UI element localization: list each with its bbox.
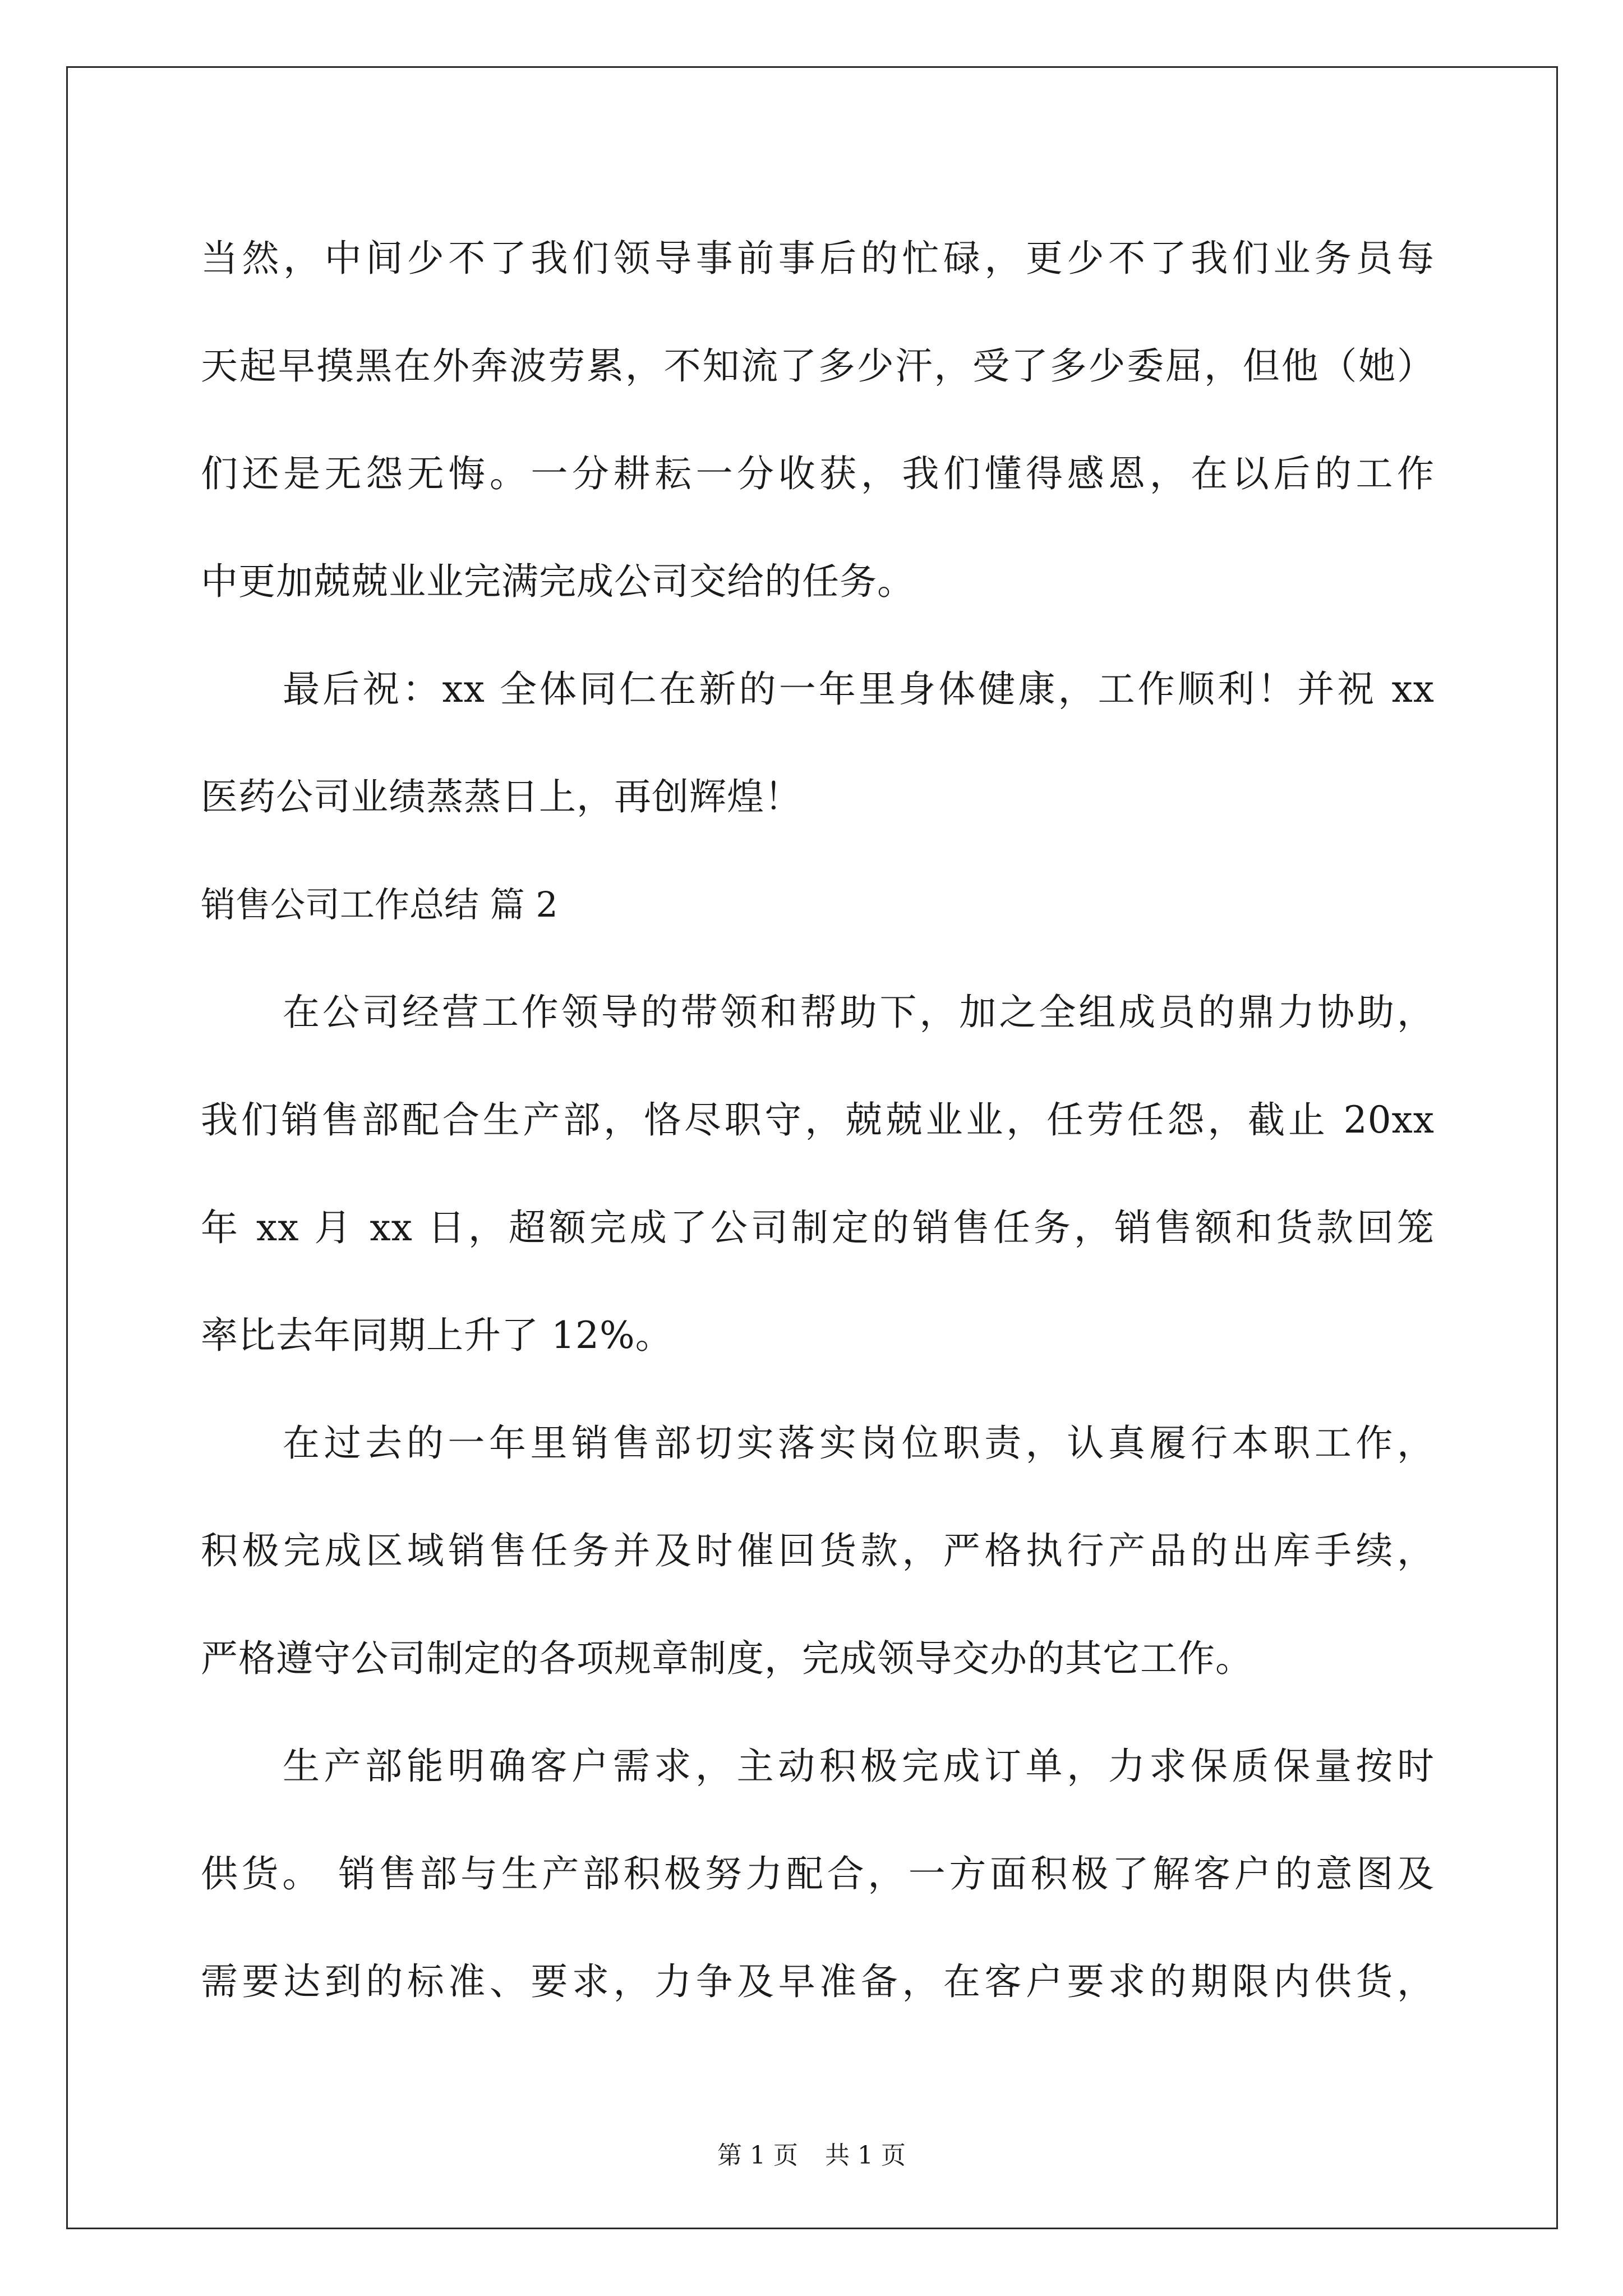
paragraph-line: 最后祝：xx 全体同仁在新的一年里身体健康，工作顺利！并祝 xx (283, 668, 1435, 711)
paragraph-line: 供货。 销售部与生产部积极努力配合，一方面积极了解客户的意图及 (201, 1852, 1435, 1895)
paragraph-line: 在过去的一年里销售部切实落实岗位职责，认真履行本职工作， (283, 1421, 1435, 1465)
paragraph-line: 中更加兢兢业业完满完成公司交给的任务。 (201, 560, 915, 603)
paragraph-line: 率比去年同期上升了 12%。 (201, 1314, 673, 1357)
paragraph-line: 们还是无怨无悔。一分耕耘一分收获，我们懂得感恩，在以后的工作 (201, 452, 1435, 495)
paragraph-line: 我们销售部配合生产部，恪尽职守，兢兢业业，任劳任怨，截止 20xx (201, 1098, 1435, 1142)
document-body (201, 205, 1435, 2036)
page-number: 第 1 页 (717, 2141, 798, 2170)
paragraph-line: 年 xx 月 xx 日，超额完成了公司制定的销售任务，销售额和货款回笼 (201, 1206, 1435, 1249)
paragraph-line: 在公司经营工作领导的带领和帮助下，加之全组成员的鼎力协助， (283, 991, 1435, 1034)
section-heading: 销售公司工作总结 篇 2 (201, 884, 558, 925)
paragraph-line: 天起早摸黑在外奔波劳累，不知流了多少汗，受了多少委屈，但他（她） (201, 344, 1435, 388)
paragraph-line: 医药公司业绩蒸蒸日上，再创辉煌！ (201, 775, 802, 818)
paragraph-line: 需要达到的标准、要求，力争及早准备，在客户要求的期限内供货， (201, 1960, 1435, 2003)
paragraph-line: 积极完成区域销售任务并及时催回货款，严格执行产品的出库手续， (201, 1529, 1435, 1572)
page-total: 共 1 页 (825, 2141, 906, 2170)
page-footer (0, 2135, 1623, 2171)
paragraph-line: 当然，中间少不了我们领导事前事后的忙碌，更少不了我们业务员每 (201, 237, 1435, 280)
paragraph-line: 生产部能明确客户需求，主动积极完成订单，力求保质保量按时 (283, 1745, 1435, 1788)
paragraph-line: 严格遵守公司制定的各项规章制度，完成领导交办的其它工作。 (201, 1637, 1253, 1680)
